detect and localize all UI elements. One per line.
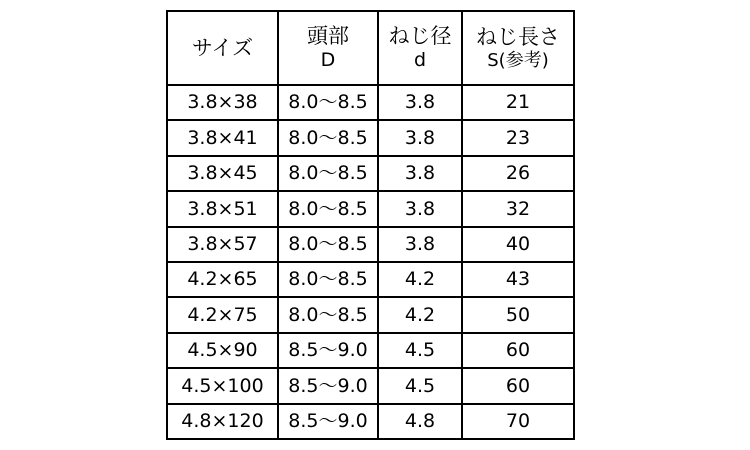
table-row — [167, 156, 574, 191]
table-row — [167, 191, 574, 226]
cell-head-diameter: 8.5〜9.0 — [278, 333, 378, 368]
cell-size: 3.8×45 — [167, 156, 278, 191]
cell-thread-length: 21 — [462, 85, 574, 120]
cell-head-diameter: 8.0〜8.5 — [278, 156, 378, 191]
cell-size: 4.2×75 — [167, 297, 278, 332]
cell-thread-length: 70 — [462, 404, 574, 439]
table-row — [167, 85, 574, 120]
cell-thread-diameter: 4.2 — [378, 297, 462, 332]
cell-head-diameter: 8.0〜8.5 — [278, 85, 378, 120]
cell-thread-length: 26 — [462, 156, 574, 191]
cell-size: 3.8×41 — [167, 120, 278, 155]
cell-head-diameter: 8.0〜8.5 — [278, 297, 378, 332]
table-header-row — [167, 11, 574, 85]
column-header-thread-length — [462, 11, 574, 85]
cell-size: 4.8×120 — [167, 404, 278, 439]
cell-size: 3.8×51 — [167, 191, 278, 226]
cell-thread-length: 60 — [462, 368, 574, 403]
cell-thread-length: 40 — [462, 227, 574, 262]
cell-head-diameter: 8.0〜8.5 — [278, 120, 378, 155]
cell-size: 3.8×57 — [167, 227, 278, 262]
cell-thread-length: 50 — [462, 297, 574, 332]
table-row — [167, 333, 574, 368]
table-row — [167, 227, 574, 262]
column-header-thread-length-line1: ねじ長さ — [476, 25, 560, 49]
table-row — [167, 120, 574, 155]
cell-size: 4.5×90 — [167, 333, 278, 368]
cell-head-diameter: 8.0〜8.5 — [278, 191, 378, 226]
cell-thread-diameter: 4.2 — [378, 262, 462, 297]
table-row — [167, 262, 574, 297]
cell-head-diameter: 8.0〜8.5 — [278, 227, 378, 262]
cell-thread-diameter: 4.8 — [378, 404, 462, 439]
cell-size: 4.2×65 — [167, 262, 278, 297]
cell-head-diameter: 8.5〜9.0 — [278, 404, 378, 439]
cell-thread-diameter: 3.8 — [378, 191, 462, 226]
table-row — [167, 297, 574, 332]
cell-thread-diameter: 3.8 — [378, 227, 462, 262]
cell-thread-diameter: 4.5 — [378, 333, 462, 368]
cell-head-diameter: 8.0〜8.5 — [278, 262, 378, 297]
column-header-head-diameter — [278, 11, 378, 85]
column-header-head-diameter-line1: 頭部 — [307, 24, 349, 49]
cell-head-diameter: 8.5〜9.0 — [278, 368, 378, 403]
cell-thread-length: 43 — [462, 262, 574, 297]
cell-thread-diameter: 3.8 — [378, 85, 462, 120]
column-header-head-diameter-line2: D — [320, 49, 336, 72]
cell-thread-diameter: 4.5 — [378, 368, 462, 403]
cell-size: 4.5×100 — [167, 368, 278, 403]
cell-thread-length: 60 — [462, 333, 574, 368]
column-header-thread-diameter-line1: ねじ径 — [388, 24, 452, 49]
column-header-size-line1: サイズ — [191, 35, 254, 60]
cell-size: 3.8×38 — [167, 85, 278, 120]
table-row — [167, 404, 574, 439]
column-header-thread-length-line2: S(参考) — [487, 49, 549, 71]
cell-thread-diameter: 3.8 — [378, 120, 462, 155]
table-row — [167, 368, 574, 403]
specification-table — [166, 10, 575, 440]
cell-thread-length: 23 — [462, 120, 574, 155]
column-header-thread-diameter-line2: d — [413, 49, 427, 72]
column-header-thread-diameter — [378, 11, 462, 85]
table-body — [167, 85, 574, 439]
table-header — [167, 11, 574, 85]
cell-thread-diameter: 3.8 — [378, 156, 462, 191]
cell-thread-length: 32 — [462, 191, 574, 226]
column-header-size — [167, 11, 278, 85]
